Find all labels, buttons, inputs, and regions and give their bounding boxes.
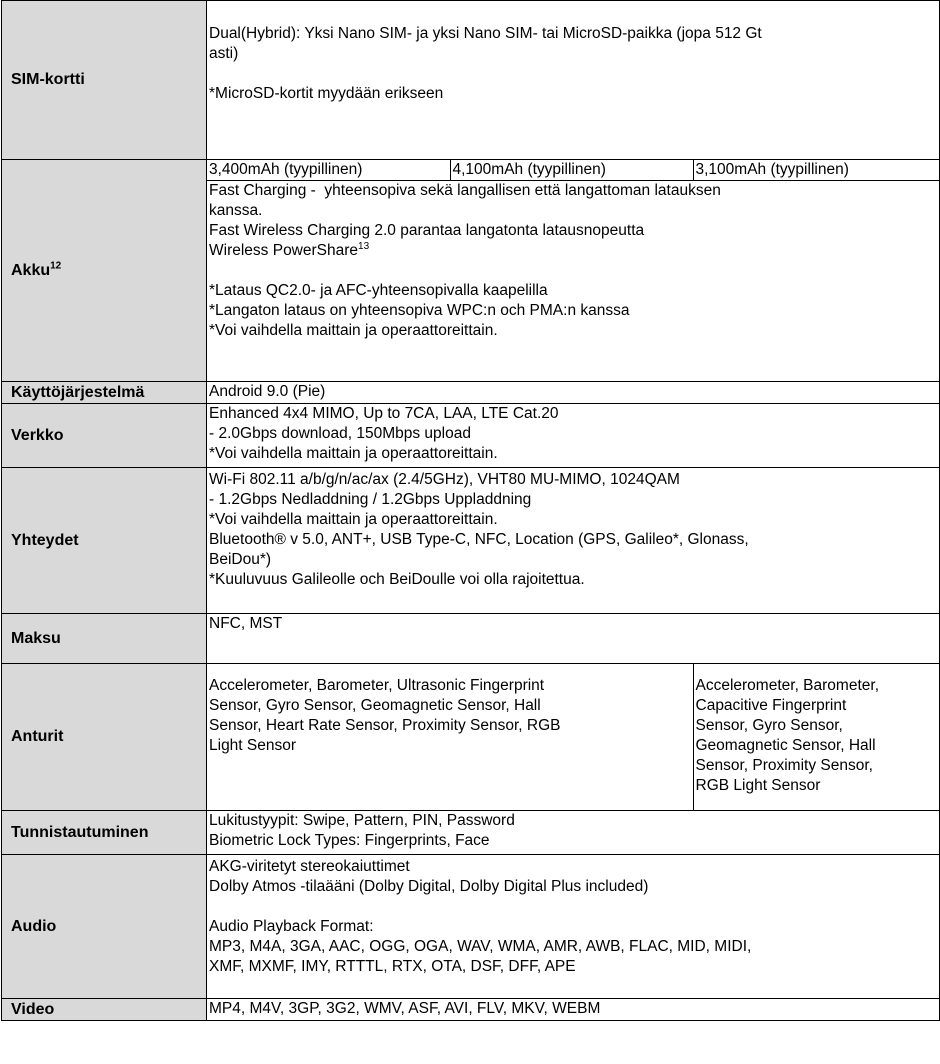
text-line: *Langaton lataus on yhteensopiva WPC:n och PMA:n kanssa [209,302,630,319]
text-line: Dual(Hybrid): Yksi Nano SIM- ja yksi Nano SIM- tai MicroSD-paikka (jopa 512 Gt [209,25,762,42]
text-line: Accelerometer, Barometer, Ultrasonic Fingerprint [209,677,545,694]
text-line: XMF, MXMF, IMY, RTTTL, RTX, OTA, DSF, DFF, APE [209,958,576,975]
text-line: Geomagnetic Sensor, Hall [695,737,876,754]
table-row-network [2,404,940,468]
table-row-payment [2,614,940,664]
table-row-video [2,999,940,1021]
sensor-cell-right [693,664,940,810]
table-row-battery [2,160,940,382]
text-line: *Lataus QC2.0- ja AFC-yhteensopivalla kaapelilla [209,282,548,299]
text-line: - 1.2Gbps Nedladdning / 1.2Gbps Uppladdning [209,491,532,508]
text-line: Enhanced 4x4 MIMO, Up to 7CA, LAA, LTE Cat.20 [209,405,559,422]
table-row-sim [2,1,940,160]
table-row-audio [2,855,940,999]
row-value-connectivity [207,468,940,614]
row-value-video: MP4, M4V, 3GP, 3G2, WMV, ASF, AVI, FLV, MKV, WEBM [207,999,940,1021]
capacity-cell: 4,100mAh (tyypillinen) [450,160,693,181]
text-line: AKG-viritetyt stereokaiuttimet [209,858,410,875]
text-line: Biometric Lock Types: Fingerprints, Face [209,832,490,849]
text-line: Dolby Atmos -tilaääni (Dolby Digital, Dolby Digital Plus included) [209,878,649,895]
table-row-connectivity [2,468,940,614]
text-line: Fast Wireless Charging 2.0 parantaa langatonta latausnopeutta [209,222,645,239]
sensor-subtable [207,664,940,810]
capacity-subtable [207,160,940,181]
text-line: Fast Charging - yhteensopiva sekä langallisen että langattoman latauksen [209,182,721,199]
text-line: Light Sensor [209,737,297,754]
row-label-payment: Maksu [2,614,207,664]
text-line: - 2.0Gbps download, 150Mbps upload [209,425,471,442]
text-line: *Voi vaihdella maittain ja operaattoreittain. [209,322,498,339]
table-row-sensors [2,664,940,811]
row-value-audio [207,855,940,999]
text-line: asti) [209,45,239,62]
text-line: Audio Playback Format: [209,918,374,935]
footnote-ref: 12 [50,260,62,272]
row-value-network [207,404,940,468]
text-line: *Kuuluvuus Galileolle och BeiDoulle voi olla rajoitettua. [209,571,585,588]
row-value-battery [207,160,940,382]
capacity-cell: 3,400mAh (tyypillinen) [207,160,450,181]
row-value-auth [207,811,940,855]
text-line: Wireless PowerShare$^{13}$ [209,240,370,259]
table-row-auth [2,811,940,855]
text-line: Bluetooth® v 5.0, ANT+, USB Type-C, NFC, Location (GPS, Galileo*, Glonass, [209,531,749,548]
capacity-cell: 3,100mAh (tyypillinen) [693,160,940,181]
text-line: *Voi vaihdella maittain ja operaattoreittain. [209,445,498,462]
text-line: Sensor, Heart Rate Sensor, Proximity Sensor, RGB [209,717,561,734]
row-label-sim: SIM-kortti [2,1,207,160]
row-value-sim [207,1,940,160]
text-line: BeiDou*) [209,551,272,568]
text-line: kanssa. [209,202,263,219]
footnote-ref: 13 [358,240,370,252]
text-line: Lukitustyypit: Swipe, Pattern, PIN, Password [209,812,515,829]
text-line: *MicroSD-kortit myydään erikseen [209,85,444,102]
row-value-os: Android 9.0 (Pie) [207,382,940,404]
text-line: Sensor, Gyro Sensor, [695,717,843,734]
text-line: MP3, M4A, 3GA, AAC, OGG, OGA, WAV, WMA, AMR, AWB, FLAC, MID, MIDI, [209,938,752,955]
text-line: Capacitive Fingerprint [695,697,847,714]
text-line: *Voi vaihdella maittain ja operaattoreittain. [209,511,498,528]
row-label-video: Video [2,999,207,1021]
row-value-payment: NFC, MST [207,614,940,664]
row-value-sensors [207,664,940,811]
row-label-network: Verkko [2,404,207,468]
text-line: Accelerometer, Barometer, [695,677,879,694]
text-line: Sensor, Gyro Sensor, Geomagnetic Sensor, Hall [209,697,541,714]
table-row-os [2,382,940,404]
text-line: RGB Light Sensor [695,777,821,794]
row-label-sensors: Anturit [2,664,207,811]
row-label-os: Käyttöjärjestelmä [2,382,207,404]
row-label-audio: Audio [2,855,207,999]
text-line: Wi-Fi 802.11 a/b/g/n/ac/ax (2.4/5GHz), VHT80 MU-MIMO, 1024QAM [209,471,680,488]
row-label-auth: Tunnistautuminen [2,811,207,855]
row-label-battery: Akku$^{12}$ [2,160,207,382]
row-label-connectivity: Yhteydet [2,468,207,614]
text-line: Sensor, Proximity Sensor, [695,757,873,774]
spec-table [1,0,940,1021]
sensor-cell-left [207,664,693,810]
